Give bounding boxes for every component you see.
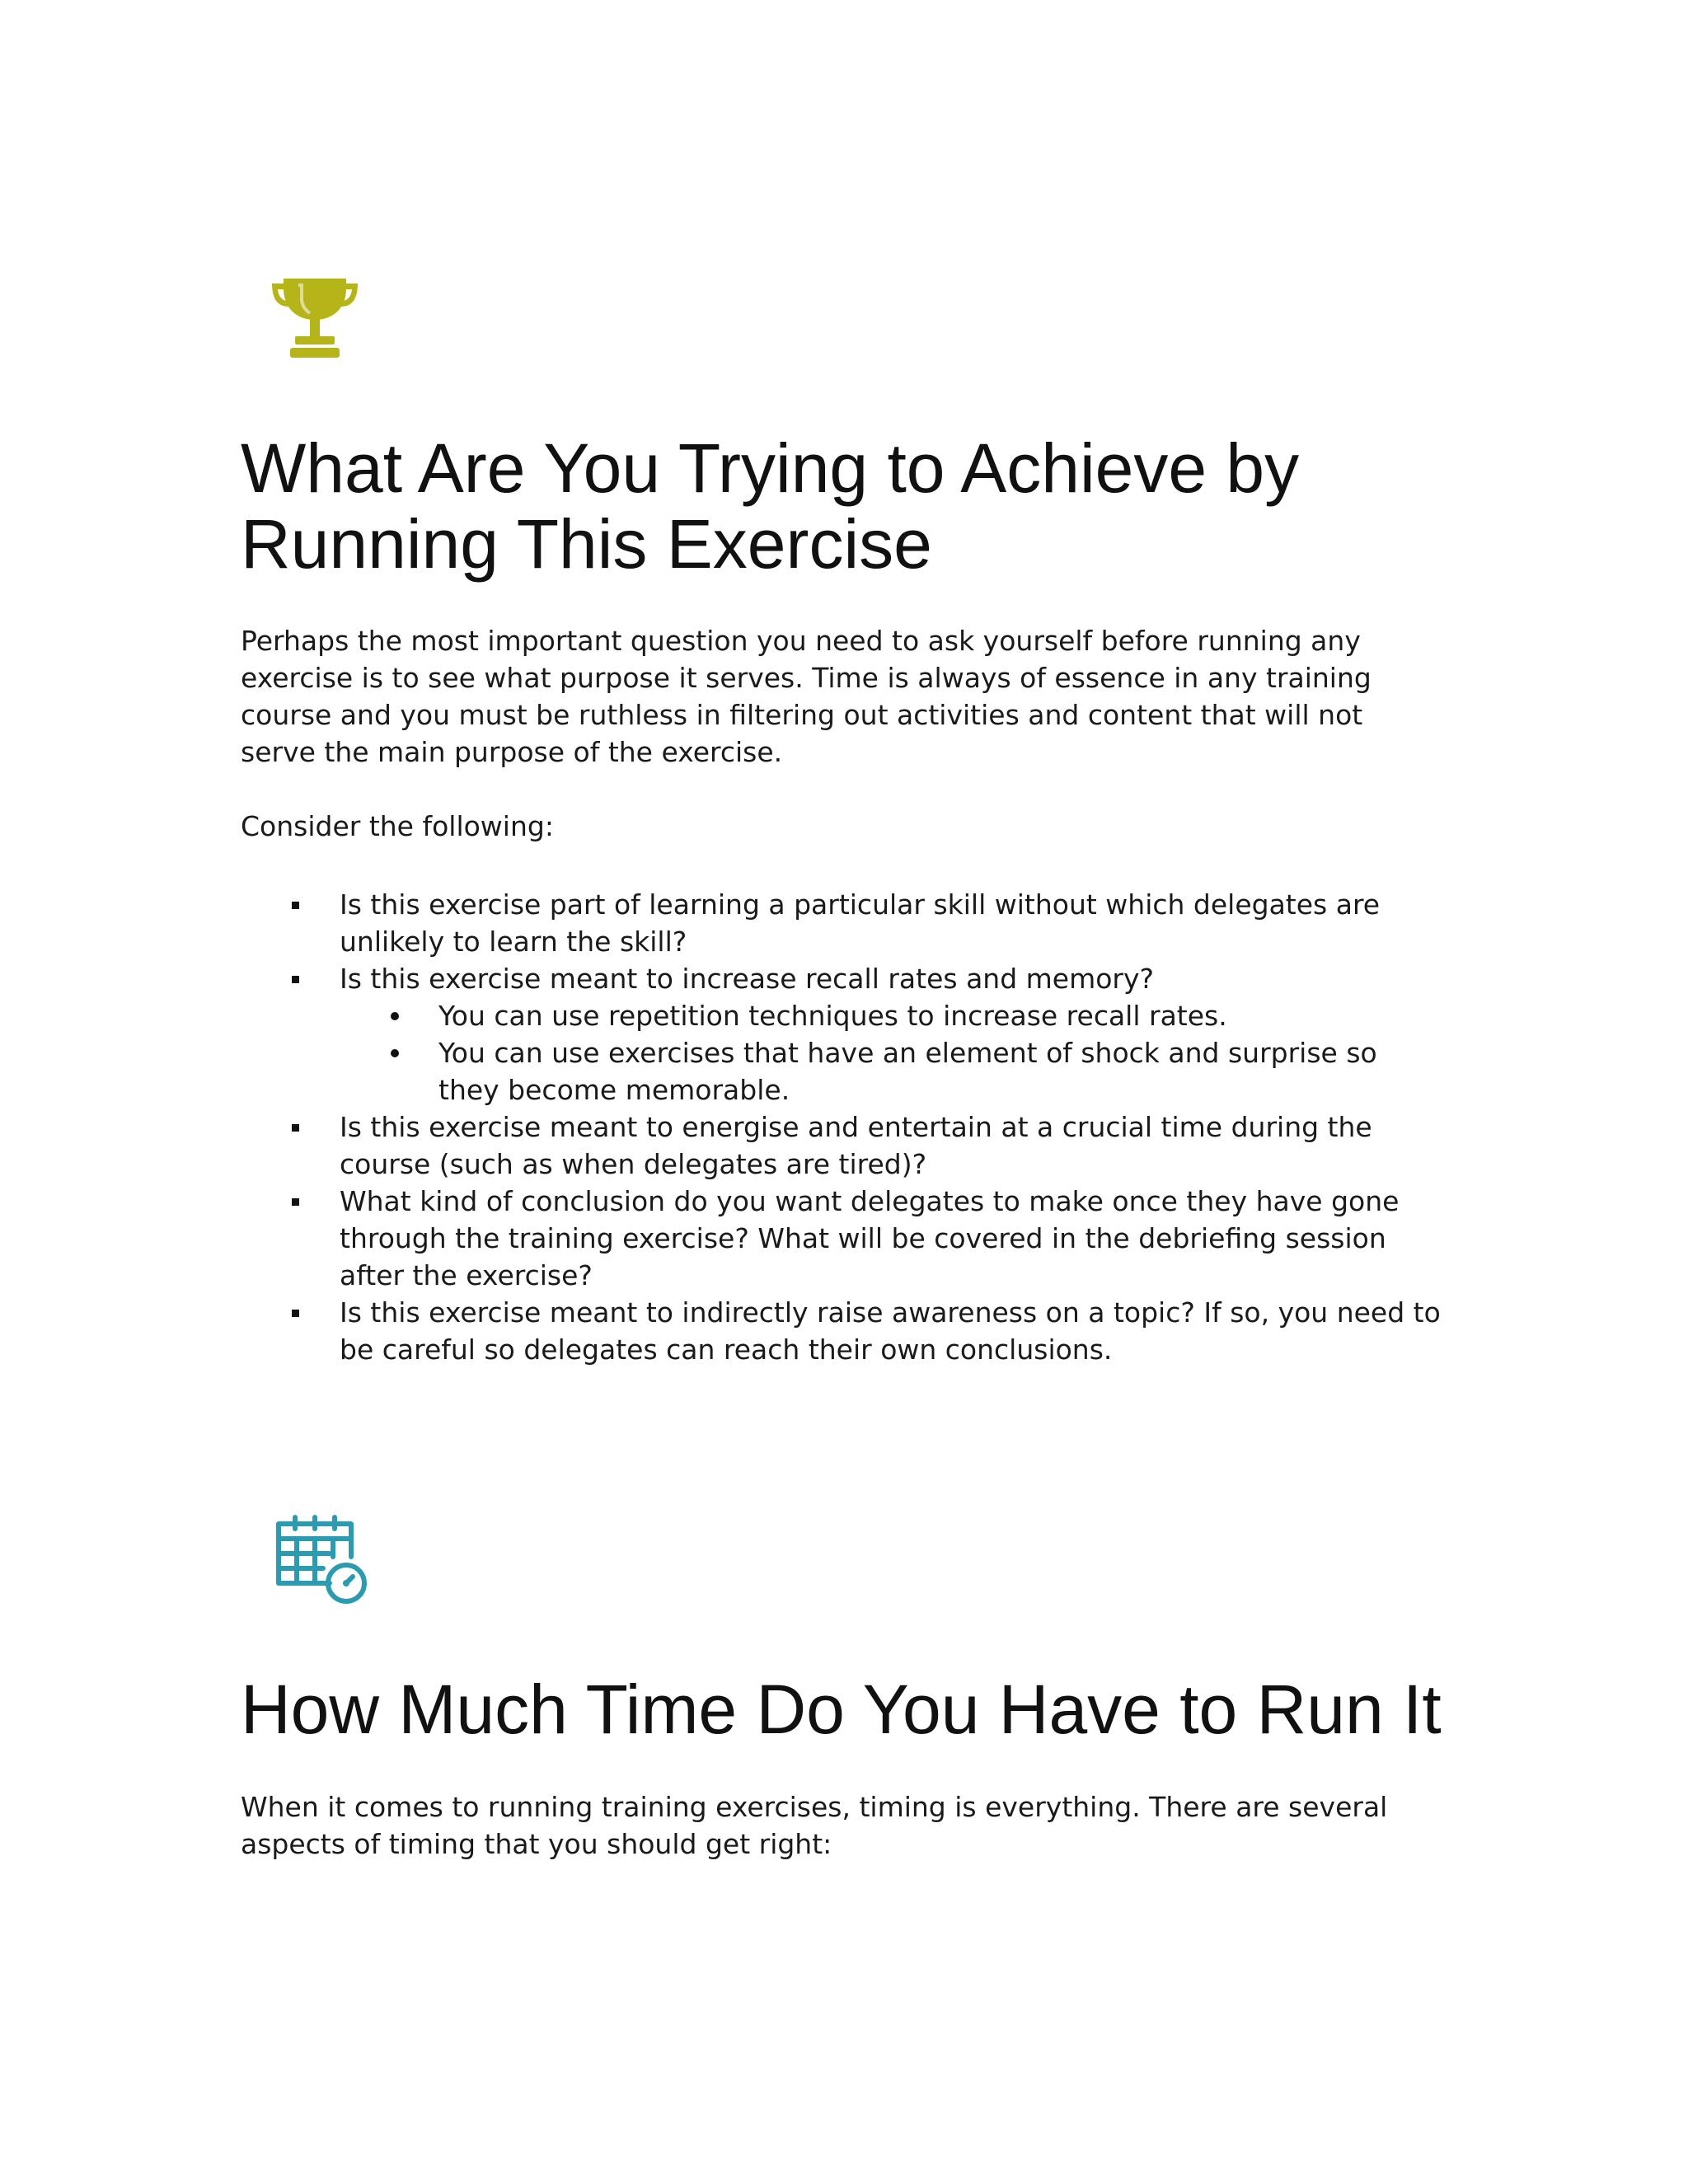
sub-list-item: [340, 997, 1411, 1034]
consider-lead: Consider the following:: [241, 810, 554, 842]
section-heading-time: How Much Time Do You Have to Run It: [241, 1671, 1442, 1748]
sub-list-item: [340, 1034, 1411, 1108]
list-item-text: What kind of conclusion do you want delegates to make once they have gone through the training exercise? What will be covered in the debriefing session after the exercise?: [340, 1185, 1400, 1291]
list-item: [241, 1108, 1452, 1183]
section-heading-achieve: [241, 430, 1526, 582]
square-bullet-icon: [292, 1310, 299, 1317]
heading-line-2: Running This Exercise: [241, 505, 932, 583]
list-item: [241, 960, 1452, 1108]
list-item-text: Is this exercise meant to increase recall rates and memory?: [340, 963, 1155, 995]
square-bullet-icon: [292, 1124, 299, 1132]
round-bullet-icon: [391, 1049, 399, 1057]
sub-list: [340, 997, 1452, 1108]
list-item: [241, 1294, 1452, 1368]
heading-line-1: What Are You Trying to Achieve by: [241, 429, 1300, 507]
list-item-text: Is this exercise meant to indirectly raise awareness on a topic? If so, you need to be careful so delegates can reach their own conclusions.: [340, 1296, 1441, 1366]
square-bullet-icon: [292, 976, 299, 983]
calendar-clock-icon: [272, 1512, 371, 1611]
square-bullet-icon: [292, 902, 299, 909]
timing-paragraph: When it comes to running training exercises, timing is everything. There are several aspects of timing that you should get right:: [241, 1791, 1388, 1860]
list-item: [241, 886, 1452, 960]
sub-list-item-text: You can use exercises that have an element of shock and surprise so they become memorable.: [438, 1037, 1377, 1106]
intro-paragraph: Perhaps the most important question you need to ask yourself before running any exercise is to see what purpose it serves. Time is always of essence in any training course and you must be ruthless in filtering out activities and content that will not serve the main purpose of the exercise.: [241, 625, 1372, 768]
round-bullet-icon: [391, 1012, 399, 1020]
question-list: [241, 886, 1477, 1368]
list-item: [241, 1183, 1452, 1294]
trophy-icon: [265, 265, 364, 364]
list-item-text: Is this exercise part of learning a particular skill without which delegates are unlikely to learn the skill?: [340, 888, 1381, 958]
list-item-text: Is this exercise meant to energise and entertain at a crucial time during the course (such as when delegates are tired)?: [340, 1111, 1372, 1180]
sub-list-item-text: You can use repetition techniques to increase recall rates.: [438, 1000, 1227, 1032]
square-bullet-icon: [292, 1198, 299, 1206]
